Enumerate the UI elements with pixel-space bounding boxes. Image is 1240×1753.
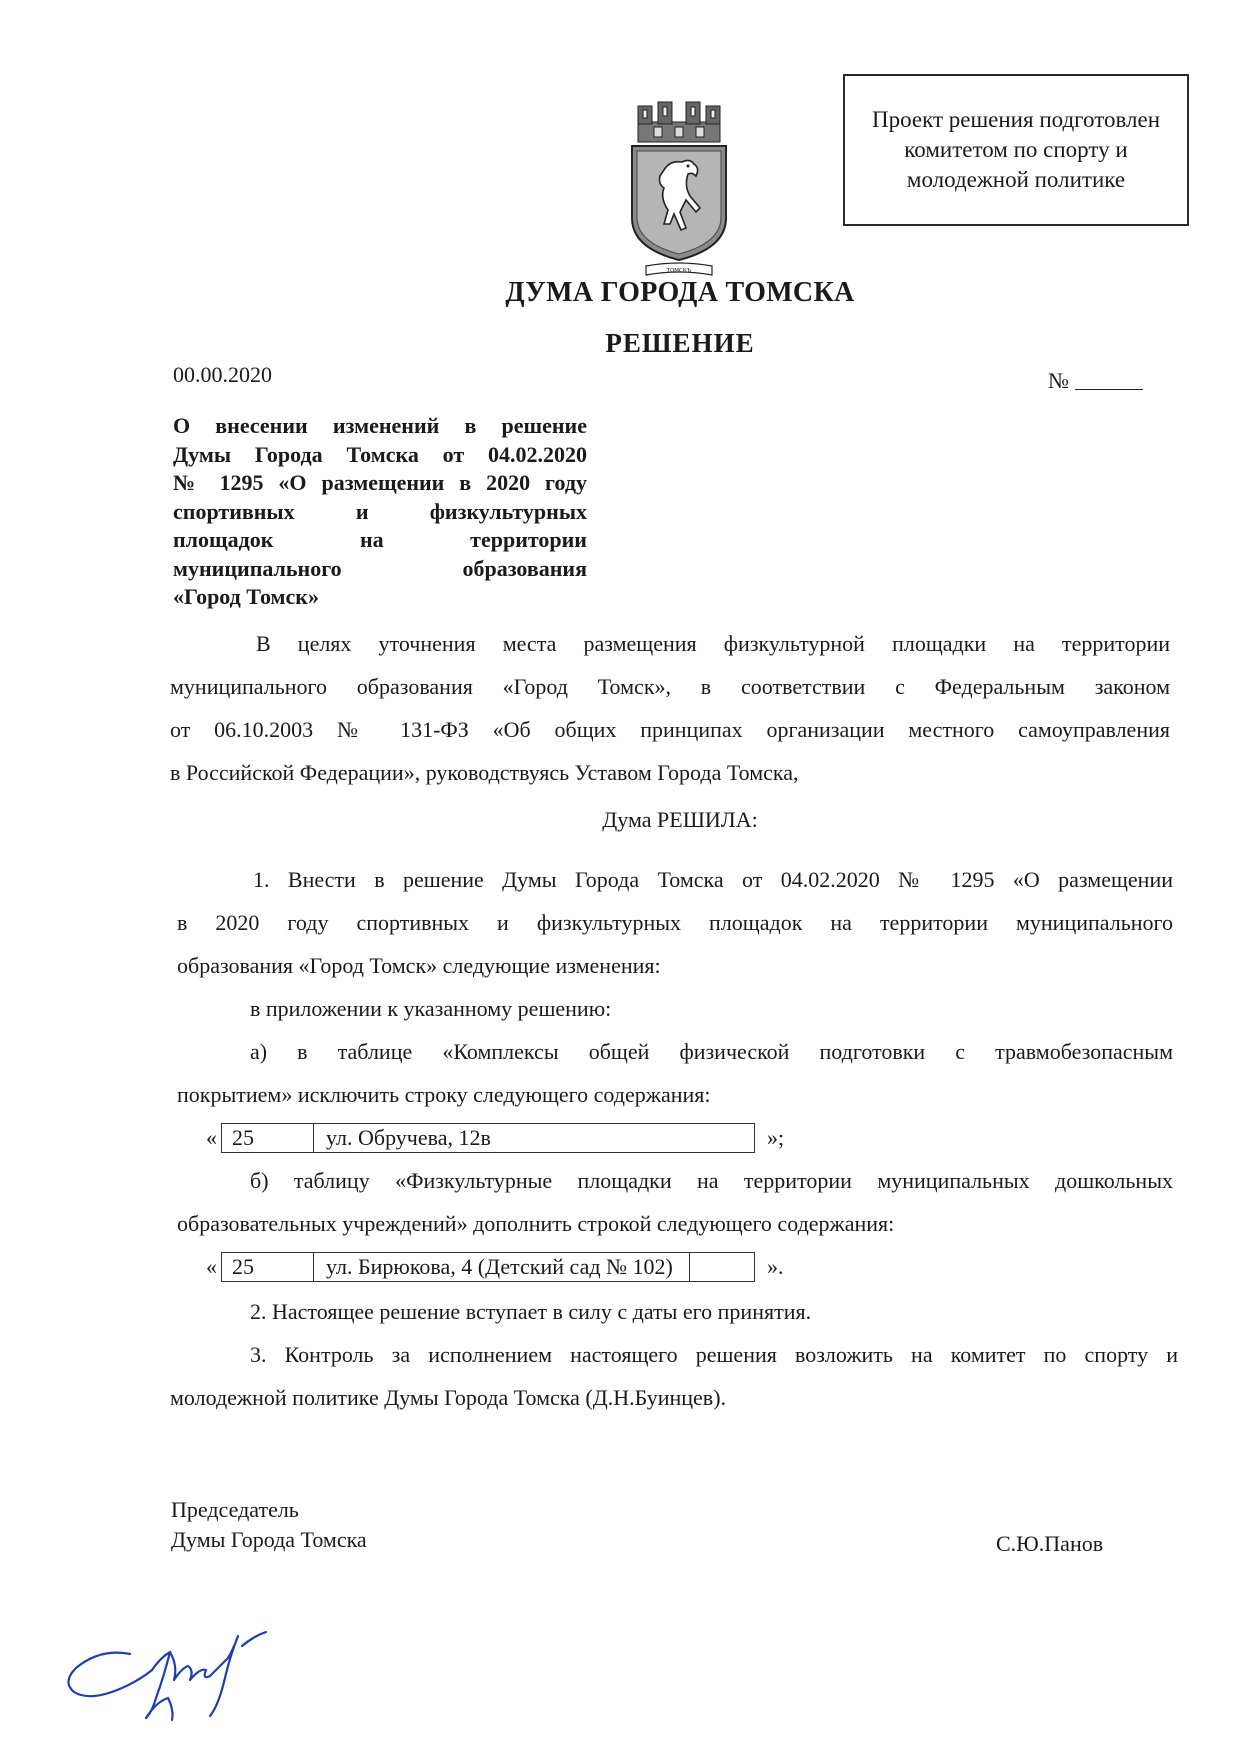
removed-row — [177, 1116, 1173, 1159]
paragraph-line: от 06.10.2003 № 131-ФЗ «Об общих принципах организации местного самоуправления — [170, 717, 1170, 742]
draft-prepared-note — [843, 74, 1189, 226]
signatory-title-line: Председатель — [171, 1497, 299, 1522]
quote-open: « — [206, 1254, 217, 1279]
quote-open: « — [206, 1125, 217, 1150]
row-address: ул. Обручева, 12в — [326, 1124, 491, 1150]
handwritten-signature-icon — [60, 1618, 280, 1726]
paragraph-line: а) в таблице «Комплексы общей физической подготовки с травмобезопасным — [250, 1039, 1173, 1064]
svg-text:ТОМСКЪ: ТОМСКЪ — [666, 268, 692, 274]
quote-close: ». — [767, 1254, 784, 1279]
note-line: комитетом по спорту и — [904, 137, 1128, 162]
subject-line: О внесении изменений в решение — [173, 413, 587, 438]
number-label: № — [1048, 368, 1069, 393]
paragraph-line: 3. Контроль за исполнением настоящего решения возложить на комитет по спорту и — [250, 1342, 1178, 1367]
subject-line: площадок на территории — [173, 527, 587, 552]
item-1 — [177, 858, 1173, 1288]
added-row — [177, 1245, 1173, 1288]
paragraph-line: молодежной политике Думы Города Томска (Д.Н.Буинцев). — [170, 1385, 727, 1410]
document-type: РЕШЕНИЕ — [605, 328, 755, 358]
subject-line: № 1295 «О размещении в 2020 году — [173, 470, 587, 495]
row-number: 25 — [222, 1253, 314, 1281]
subject-line: спортивных и физкультурных — [173, 498, 587, 524]
paragraph-line: образовательных учреждений» дополнить строкой следующего содержания: — [177, 1211, 895, 1236]
row-number: 25 — [222, 1124, 314, 1152]
annex-line: в приложении к указанному решению: — [250, 996, 612, 1021]
paragraph-line: б) таблицу «Физкультурные площадки на территории муниципальных дошкольных — [250, 1168, 1173, 1193]
number-blank-line — [1075, 389, 1143, 390]
item-2: 2. Настоящее решение вступает в силу с даты его принятия. — [250, 1299, 812, 1324]
paragraph-line: покрытием» исключить строку следующего содержания: — [177, 1082, 711, 1107]
table-row — [221, 1252, 755, 1282]
paragraph-line: в 2020 году спортивных и физкультурных площадок на территории муниципального — [177, 910, 1173, 935]
document-number — [1048, 368, 1143, 394]
note-line: Проект решения подготовлен — [871, 107, 1161, 132]
paragraph-line: образования «Город Томск» следующие изменения: — [177, 953, 661, 978]
organization-title: ДУМА ГОРОДА ТОМСКА — [505, 277, 855, 308]
decision-subject — [173, 412, 587, 612]
subject-line: «Город Томск» — [173, 584, 319, 609]
signatory-title-line: Думы Города Томска — [171, 1527, 367, 1552]
quote-close: »; — [767, 1125, 785, 1150]
duma-decided-heading: Дума РЕШИЛА: — [602, 807, 758, 832]
crown-icon — [638, 102, 720, 142]
item-3 — [170, 1333, 1178, 1419]
paragraph-line: в Российской Федерации», руководствуясь Уставом Города Томска, — [170, 760, 799, 785]
signatory-title — [171, 1495, 367, 1555]
preamble-paragraph — [170, 622, 1170, 794]
row-address: ул. Бирюкова, 4 (Детский сад № 102) — [314, 1253, 690, 1281]
note-line: молодежной политике — [906, 167, 1126, 192]
paragraph-line: В целях уточнения места размещения физкультурной площадки на территории — [256, 631, 1170, 656]
table-row — [221, 1123, 755, 1153]
tomsk-coat-of-arms-icon — [624, 100, 734, 278]
document-date: 00.00.2020 — [173, 362, 272, 387]
paragraph-line: 1. Внести в решение Думы Города Томска от 04.02.2020 № 1295 «О размещении — [253, 867, 1173, 892]
paragraph-line: муниципального образования «Город Томск», в соответствии с Федеральным законом — [170, 674, 1170, 699]
signatory-name: С.Ю.Панов — [996, 1531, 1104, 1556]
subject-line: муниципального образования — [173, 555, 587, 581]
subject-line: Думы Города Томска от 04.02.2020 — [173, 441, 587, 467]
